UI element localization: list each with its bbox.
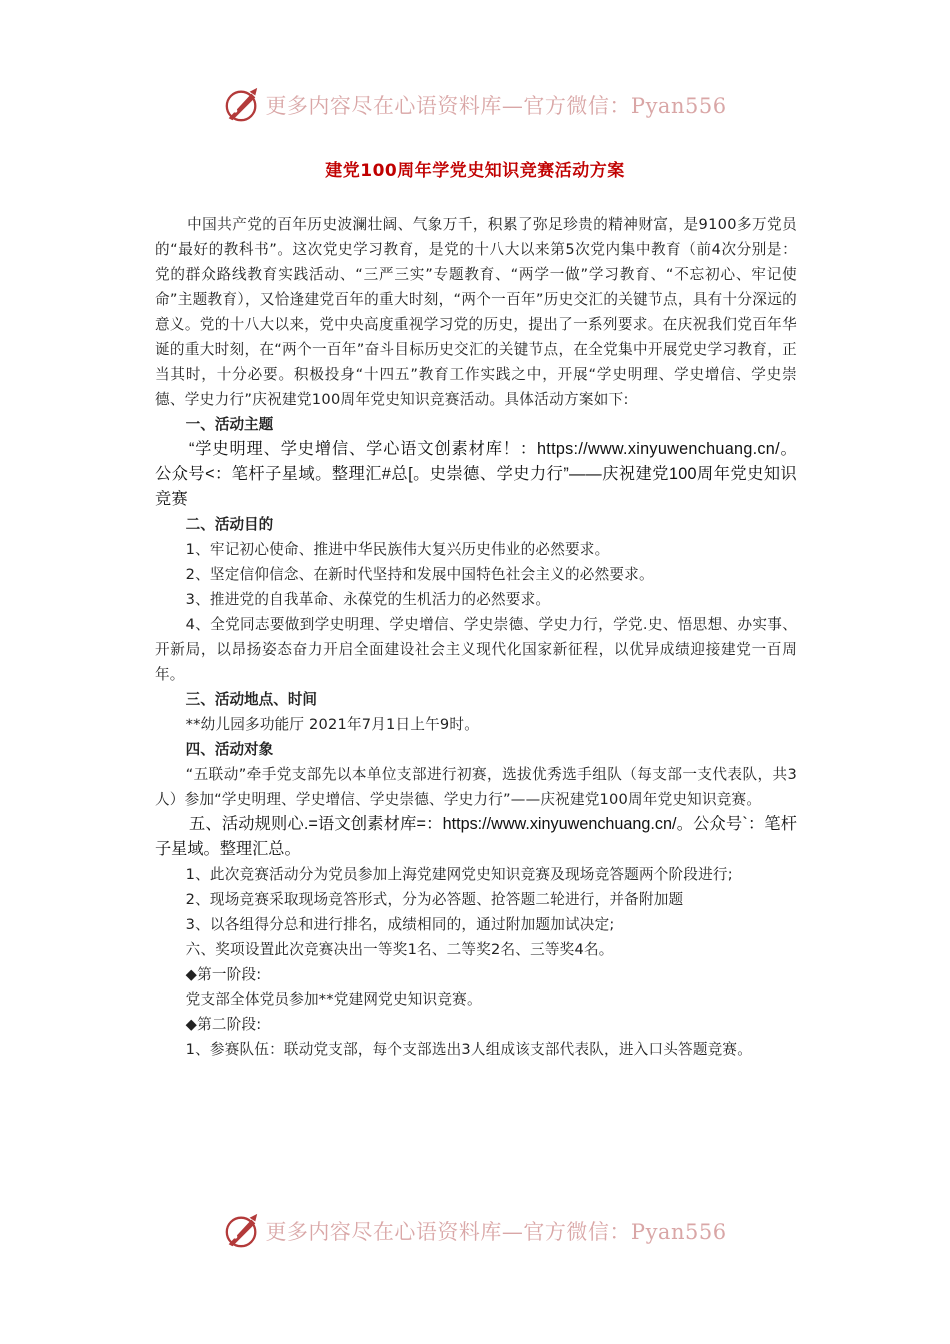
purpose-item: 1、牢记初心使命、推进中华民族伟大复兴历史伟业的必然要求。 bbox=[185, 541, 610, 558]
rule-item: 1、此次竞赛活动分为党员参加上海党建网党史知识竞赛及现场竞答题两个阶段进行; bbox=[185, 866, 733, 883]
footer-watermark-banner bbox=[0, 1206, 950, 1256]
location-time-text: **幼儿园多功能厅 2021年7月1日上午9时。 bbox=[185, 716, 479, 733]
document-body bbox=[155, 212, 797, 1062]
banner-text: 更多内容尽在心语资料库—官方微信：Pyan556 bbox=[265, 94, 727, 118]
section-heading-participants: 四、活动对象 bbox=[185, 741, 274, 758]
pen-logo-icon bbox=[223, 1212, 261, 1250]
rule-item: 2、现场竞赛采取现场竞答形式，分为必答题、抢答题二轮进行，并备附加题 bbox=[185, 891, 684, 908]
section-heading-purpose: 二、活动目的 bbox=[185, 516, 274, 533]
pen-logo-icon bbox=[223, 86, 261, 124]
stage-text: 1、参赛队伍：联动党支部，每个支部选出3人组成该支部代表队，进入口头答题竞赛。 bbox=[185, 1041, 752, 1058]
participants-text: “五联动”牵手党支部先以本单位支部进行初赛，选拔优秀选手组队（每支部一支代表队，共3人）参加“学史明理、学史增信、学史崇德、学史力行”——庆祝建党100周年党史知识竞赛。 bbox=[155, 766, 797, 808]
banner-text: 更多内容尽在心语资料库—官方微信：Pyan556 bbox=[265, 1220, 727, 1244]
section-heading-location-time: 三、活动地点、时间 bbox=[185, 691, 318, 708]
section-heading-theme: 一、活动主题 bbox=[185, 416, 274, 433]
stage-text: 党支部全体党员参加**党建网党史知识竞赛。 bbox=[185, 991, 482, 1008]
stage-label: ◆第二阶段: bbox=[185, 1016, 262, 1033]
purpose-item: 4、全党同志要做到学史明理、学史增信、学史崇德、学史力行，学党.史、悟思想、办实事、开新局，以昂扬姿态奋力开启全面建设社会主义现代化国家新征程，以优异成绩迎接建党一百周年。 bbox=[155, 616, 797, 683]
purpose-item: 3、推进党的自我革命、永葆党的生机活力的必然要求。 bbox=[185, 591, 551, 608]
header-watermark-banner bbox=[0, 80, 950, 130]
section-rules-text: 五、活动规则心.=语文创素材库=：https://www.xinyuwenchuang.cn/。公众号`：笔杆子星域。整理汇总。 bbox=[155, 815, 797, 858]
awards-text: 六、奖项设置此次竞赛决出一等奖1名、二等奖2名、三等奖4名。 bbox=[185, 941, 614, 958]
stage-label: ◆第一阶段: bbox=[185, 966, 262, 983]
intro-paragraph: 中国共产党的百年历史波澜壮阔、气象万千，积累了弥足珍贵的精神财富，是9100多万党员的“最好的教科书”。这次党史学习教育，是党的十八大以来第5次党内集中教育（前4次分别是：党的群众路线教育实践活动、“三严三实”专题教育、“两学一做”学习教育、“不忘初心、牢记使命”主题教育），又恰逢建党百年的重大时刻，“两个一百年”历史交汇的关键节点，具有十分深远的意义。党的十八大以来，党中央高度重视学习党的历史，提出了一系列要求。在庆祝我们党百年华诞的重大时刻，在“两个一百年”奋斗目标历史交汇的关键节点，在全党集中开展党史学习教育，正当其时，十分必要。积极投身“十四五”教育工作实践之中，开展“学史明理、学史增信、学史崇德、学史力行”庆祝建党100周年党史知识竞赛活动。具体活动方案如下: bbox=[155, 216, 797, 408]
rule-item: 3、以各组得分总和进行排名，成绩相同的，通过附加题加试决定; bbox=[185, 916, 615, 933]
section-theme-text: “学史明理、学史增信、学心语文创素材库！：https://www.xinyuwenchuang.cn/。公众号<：笔杆子星域。整理汇#总[。史崇德、学史力行”——庆祝建党100周年党史知识竞赛 bbox=[155, 440, 797, 508]
document-title: 建党100周年学党史知识竞赛活动方案 bbox=[325, 161, 625, 181]
purpose-item: 2、坚定信仰信念、在新时代坚持和发展中国特色社会主义的必然要求。 bbox=[185, 566, 654, 583]
